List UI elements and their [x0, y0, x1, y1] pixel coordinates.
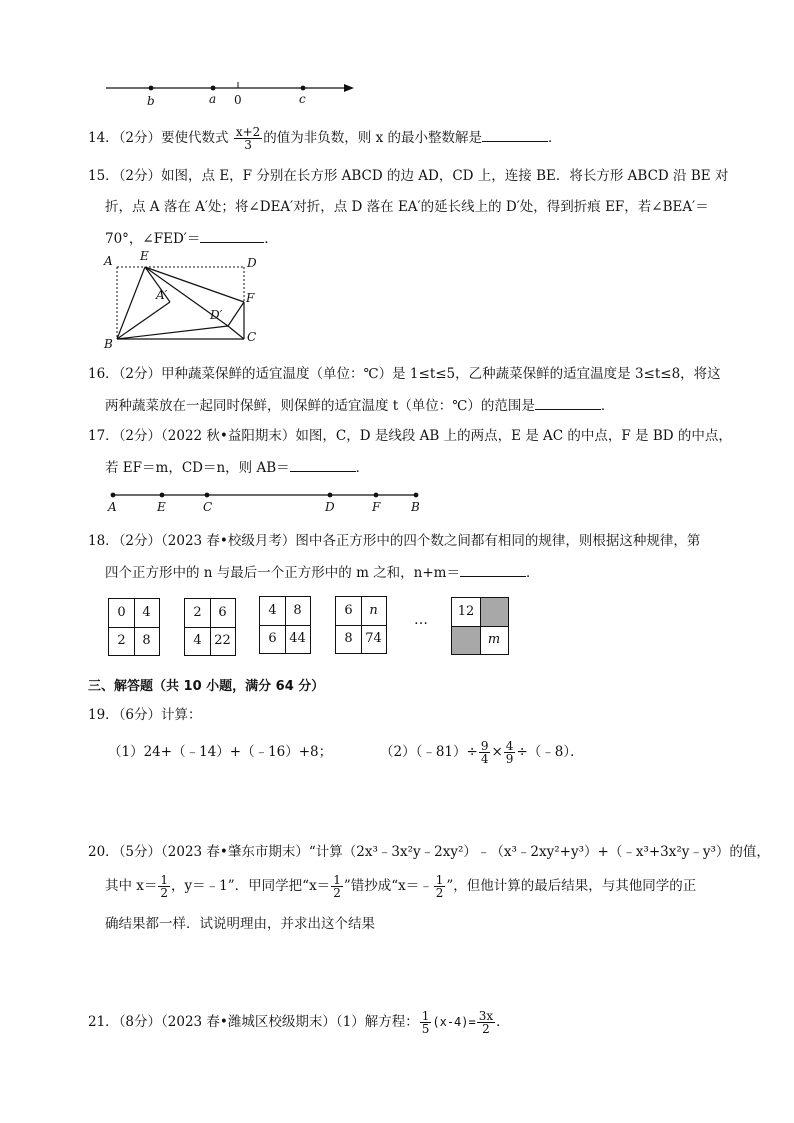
question-15-line-2 — [105, 197, 709, 217]
squares-ellipsis: … — [414, 612, 428, 628]
q19-f2-num: 4 — [505, 739, 514, 753]
seg-label-B: B — [411, 500, 420, 514]
segment-D1F — [228, 302, 244, 326]
fig-label-B: B — [104, 337, 113, 351]
q19-times: × — [491, 744, 503, 760]
q17-number: 17． — [88, 428, 119, 444]
fig-label-C: C — [247, 330, 257, 344]
section-3-title: 三、解答题（共 10 小题，满分 64 分） — [88, 679, 325, 694]
fig-label-A-prime: A′ — [156, 288, 168, 302]
q16-answer-blank[interactable] — [535, 395, 601, 410]
question-14 — [88, 126, 562, 151]
q17-line1: （2022 秋•益阳期末）如图，C，D 是线段 AB 上的两点，E 是 AC 的中点，F 是 BD 的中点， — [161, 428, 732, 444]
q19-part-1: （1）24+（﹣14）+（﹣16）+8； — [108, 744, 333, 760]
label-b: b — [147, 94, 155, 108]
point-E — [160, 493, 165, 498]
q20-half-den: 2 — [435, 886, 444, 900]
square-cell: 6 — [218, 605, 227, 620]
q19-f1-num: 9 — [480, 739, 489, 753]
question-18-line-1 — [88, 531, 700, 551]
fig-label-E: E — [140, 249, 149, 263]
q14-fraction — [234, 126, 262, 151]
q18-line1: （2023 春•校级月考）图中各正方形中的四个数之间都有相同的规律，则根据这种规律，第 — [161, 533, 701, 549]
shaded-cell — [480, 598, 508, 626]
q19-fraction-2 — [504, 740, 516, 765]
q18-score: （2分） — [118, 533, 162, 549]
square-cell: 2 — [193, 605, 202, 620]
q19-part2-b: ÷（﹣8）． — [516, 744, 584, 760]
point-b — [149, 86, 154, 91]
q18-number: 18． — [88, 533, 119, 549]
question-20-line-2 — [105, 874, 696, 899]
q21-text: （2023 春•潍城区校级期末）（1）解方程： — [161, 1014, 419, 1030]
square-cell: 6 — [268, 631, 277, 646]
label-a: a — [209, 92, 217, 106]
question-16-line-2 — [105, 395, 614, 416]
question-18-line-2 — [105, 562, 539, 583]
q15-line1: 如图，点 E，F 分别在长方形 ABCD 的边 AD，CD 上，连接 BE．将长方形 ABCD 沿 BE 对 — [161, 168, 729, 184]
seg-label-E: E — [157, 500, 166, 514]
q15-score: （2分） — [118, 168, 162, 184]
q15-line2: 折，点 A 落在 A′处；将∠DEA′对折，点 D 落在 EA′的延长线上的 D′处，得到折痕 EF，若∠BEA′＝ — [105, 199, 709, 215]
q15-end: ． — [264, 231, 278, 247]
square-divider — [260, 625, 310, 626]
q15-number: 15． — [88, 168, 119, 184]
question-19 — [88, 705, 202, 725]
q16-line2: 两种蔬菜放在一起同时保鲜，则保鲜的适宜温度 t（单位：℃）的范围是 — [105, 398, 535, 414]
point-F — [374, 493, 379, 498]
q19-fraction-1 — [479, 740, 491, 765]
q19-number: 19． — [88, 707, 119, 723]
q20-number: 20． — [88, 844, 119, 860]
square-divider — [336, 625, 386, 626]
q17-line2: 若 EF＝m，CD＝n，则 AB＝ — [105, 460, 290, 476]
q20-half-3 — [434, 874, 446, 899]
square-cell: 8 — [142, 633, 151, 648]
square-cell: 74 — [365, 631, 382, 646]
q16-end: ． — [600, 398, 615, 414]
square-cell-n: n — [369, 603, 378, 618]
point-C — [205, 493, 210, 498]
fig-label-D: D — [247, 256, 257, 270]
q21-number: 21． — [88, 1014, 119, 1030]
q17-score: （2分） — [118, 428, 162, 444]
square-cell: 4 — [193, 633, 202, 648]
seg-label-A: A — [108, 500, 117, 514]
question-21 — [88, 1010, 510, 1035]
q20-line1: （2023 春•肇东市期末）“计算（2x³﹣3x²y﹣2xy²）﹣（x³﹣2xy²+y³）+（﹣x³+3x²y﹣y³）的值， — [161, 844, 770, 860]
point-c — [301, 86, 306, 91]
square-divider — [452, 626, 508, 627]
square-cell: 44 — [289, 631, 306, 646]
seg-label-F: F — [372, 500, 381, 514]
q19-text: 计算： — [161, 707, 202, 723]
number-square-4 — [335, 596, 387, 654]
point-B — [414, 493, 419, 498]
fold-BE — [117, 267, 145, 339]
shaded-cell — [452, 626, 480, 654]
number-square-3 — [259, 596, 311, 654]
q21-fraction-b — [477, 1010, 495, 1035]
q14-text-b: 的值为非负数，则 x 的最小整数解是 — [263, 130, 482, 146]
square-cell: 2 — [117, 633, 126, 648]
q19-f2-den: 9 — [505, 752, 514, 766]
q14-answer-blank[interactable] — [482, 127, 548, 142]
q15-line3: 70°，∠FED′＝ — [105, 231, 201, 247]
q20-line2-d: ”，但他计算的最后结果，与其他同学的正 — [446, 878, 697, 894]
seg-label-C: C — [203, 500, 213, 514]
label-c: c — [299, 92, 306, 106]
square-cell: 0 — [117, 605, 126, 620]
q21-mid: (x-4)= — [432, 1015, 476, 1029]
q16-number: 16． — [88, 366, 119, 382]
number-line-arrow — [344, 84, 354, 92]
q14-score: （2分） — [118, 130, 162, 146]
q21-fraction-a — [420, 1010, 432, 1035]
seg-label-D: D — [325, 500, 335, 514]
number-square-1 — [108, 598, 160, 656]
q17-answer-blank[interactable] — [290, 457, 356, 472]
square-cell: 8 — [344, 631, 353, 646]
fig-label-F: F — [246, 291, 255, 305]
q15-answer-blank[interactable] — [200, 228, 264, 243]
q20-half-num: 1 — [160, 873, 169, 887]
q18-end: ． — [525, 565, 540, 581]
q20-half-num: 1 — [333, 873, 341, 887]
q20-half-den: 2 — [160, 886, 169, 900]
q14-fraction-den: 3 — [244, 138, 252, 152]
q18-line2: 四个正方形中的 n 与最后一个正方形中的 m 之和，n+m＝ — [105, 565, 460, 581]
square-cell: 22 — [214, 633, 231, 648]
question-17-line-1 — [88, 426, 732, 446]
q17-end: ． — [355, 460, 370, 476]
square-cell-m: m — [487, 632, 501, 647]
q20-line3: 确结果都一样．试说明理由，并求出这个结果 — [105, 916, 375, 932]
point-A — [111, 493, 116, 498]
q21-score: （8分） — [118, 1014, 162, 1030]
point-a — [211, 86, 216, 91]
q14-end: ． — [548, 130, 562, 146]
fig-label-A: A — [104, 254, 113, 268]
q20-line2-b: ，y＝﹣1”．甲同学把“x＝ — [171, 878, 331, 894]
q19-f1-den: 4 — [480, 752, 489, 766]
q19-part-2 — [380, 740, 584, 765]
number-square-2 — [184, 598, 236, 656]
q14-number: 14． — [88, 130, 119, 146]
q16-score: （2分） — [118, 366, 162, 382]
square-cell: 4 — [268, 603, 277, 618]
q21-end: ． — [496, 1014, 510, 1030]
q18-answer-blank[interactable] — [460, 562, 526, 577]
question-20-line-1 — [88, 842, 770, 862]
square-cell: 8 — [293, 603, 302, 618]
square-divider — [109, 627, 159, 628]
q14-text-a: 要使代数式 — [161, 130, 229, 146]
q20-line2-a: 其中 x＝ — [105, 878, 158, 894]
q20-half-2 — [331, 874, 343, 899]
number-line-figure — [100, 78, 360, 110]
q19-part2-a: （2）（﹣81）÷ — [380, 744, 478, 760]
q21-fb-den: 2 — [482, 1022, 490, 1036]
question-17-line-2 — [105, 457, 369, 478]
fig-label-D-prime: D′ — [210, 308, 223, 322]
q14-fraction-num: x+2 — [235, 125, 261, 139]
square-divider — [185, 627, 235, 628]
question-15-line-3 — [105, 228, 278, 249]
q20-line2-c: ”错抄成“x＝﹣ — [343, 878, 433, 894]
rectangle-fold-figure — [100, 252, 270, 352]
segment-D1C — [228, 326, 244, 339]
question-20-line-3 — [105, 914, 375, 934]
q20-half-1 — [158, 874, 170, 899]
question-15-line-1 — [88, 166, 728, 186]
label-zero: 0 — [234, 93, 242, 107]
q21-fa-num: 1 — [421, 1009, 430, 1023]
point-D — [328, 493, 333, 498]
q20-half-num: 1 — [435, 873, 444, 887]
q20-score: （5分） — [118, 844, 162, 860]
square-cell: 12 — [457, 604, 475, 619]
q21-fb-num: 3x — [478, 1009, 494, 1023]
square-cell: 4 — [142, 605, 151, 620]
number-square-last — [451, 597, 509, 655]
q21-fa-den: 5 — [421, 1022, 430, 1036]
q16-line1: 甲种蔬菜保鲜的适宜温度（单位：℃）是 1≤t≤5，乙种蔬菜保鲜的适宜温度是 3≤t≤8，将这 — [161, 366, 721, 382]
q19-score: （6分） — [118, 707, 162, 723]
q20-half-den: 2 — [333, 886, 341, 900]
question-16-line-1 — [88, 364, 721, 384]
square-cell: 6 — [344, 603, 353, 618]
